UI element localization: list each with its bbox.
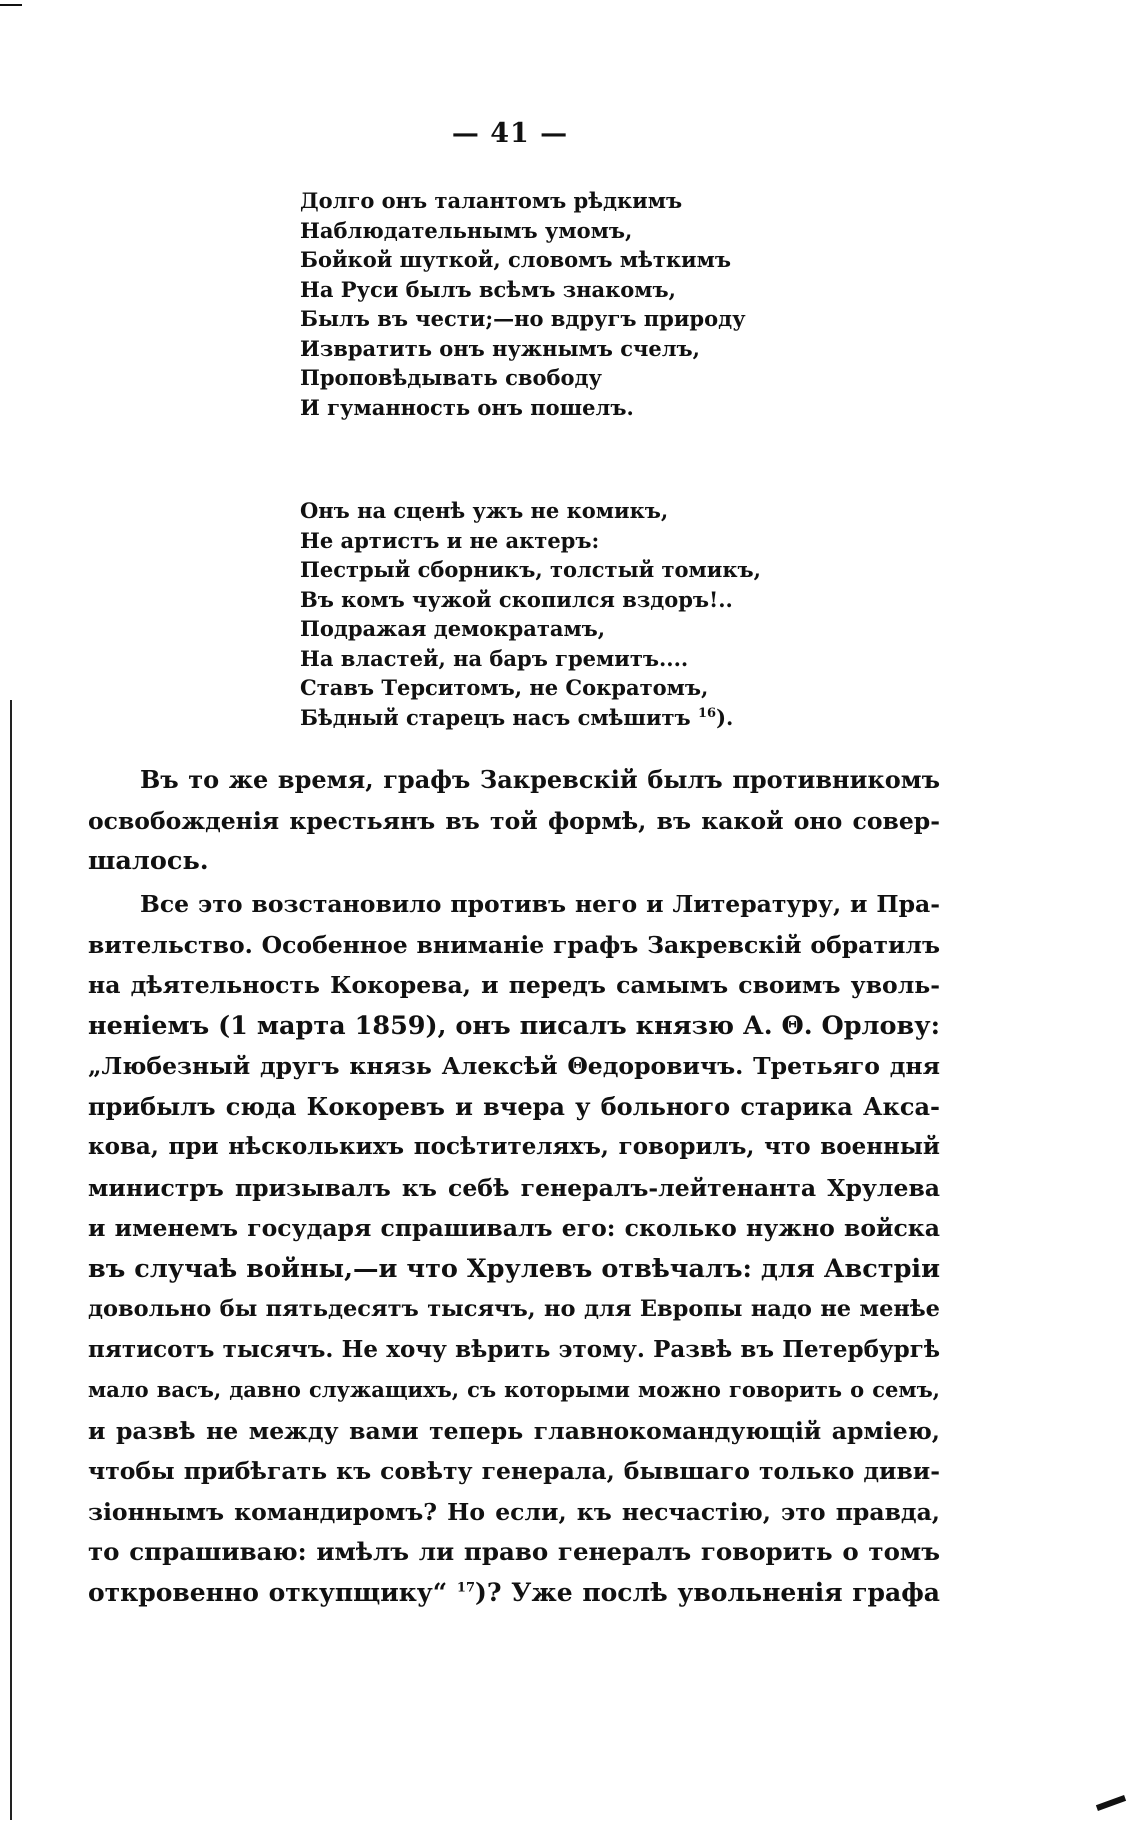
poem-line: Ставъ Терситомъ, не Сократомъ, bbox=[300, 675, 709, 700]
final-line-end: )? Уже послѣ увольненія графа bbox=[475, 1577, 940, 1607]
poem-line-closing: ). bbox=[716, 704, 734, 730]
poem-line: И гуманность онъ пошелъ. bbox=[300, 394, 634, 420]
scan-corner-mark bbox=[1096, 1795, 1126, 1811]
paragraph-line: Въ то же время, графъ Закревскій былъ противникомъ bbox=[140, 765, 940, 794]
paragraph-line: пятисотъ тысячъ. Не хочу вѣрить этому. Развѣ въ Петербургѣ bbox=[88, 1335, 940, 1363]
poem-line: Наблюдательнымъ умомъ, bbox=[300, 217, 633, 243]
scan-margin-line bbox=[10, 700, 12, 1820]
paragraph-line: на дѣятельность Кокорева, и передъ самымъ своимъ уволь- bbox=[88, 971, 940, 999]
poem-line-text: Бѣдный старецъ насъ смѣшитъ bbox=[300, 704, 691, 730]
poem-line: Не артистъ и не актеръ: bbox=[300, 527, 600, 553]
paragraph-line-with-footnote bbox=[88, 1573, 940, 1614]
poem-line: Пестрый сборникъ, толстый томикъ, bbox=[300, 557, 761, 582]
paragraph-line: кова, при нѣсколькихъ посѣтителяхъ, говорилъ, что военный bbox=[88, 1133, 940, 1160]
paragraph-line: неніемъ (1 марта 1859), онъ писалъ князю А. Θ. Орлову: bbox=[88, 1010, 940, 1041]
final-line-start: откровенно откупщику“ bbox=[88, 1577, 448, 1607]
paragraph-line: и развѣ не между вами теперь главнокомандующій арміею, bbox=[88, 1416, 940, 1445]
poem-line: Былъ въ чести;—но вдругъ природу bbox=[300, 306, 746, 331]
paragraph-line: шалось. bbox=[88, 846, 209, 876]
paragraph-line: довольно бы пятьдесятъ тысячъ, но для Европы надо не менѣе bbox=[88, 1296, 940, 1322]
footnote-marker-16: 16 bbox=[697, 705, 717, 721]
poem-line-with-footnote bbox=[300, 703, 860, 733]
paragraph-line: министръ призывалъ къ себѣ генералъ-лейтенанта Хрулева bbox=[88, 1173, 940, 1202]
paragraph-line: въ случаѣ войны,—и что Хрулевъ отвѣчалъ: для Австріи bbox=[88, 1253, 940, 1284]
page-number: — 41 — bbox=[451, 118, 569, 149]
poem-line: Подражая демократамъ, bbox=[300, 616, 606, 641]
paragraph-2 bbox=[88, 884, 940, 1613]
footnote-marker-17: 17 bbox=[456, 1580, 475, 1596]
poem-line: Извратить онъ нужнымъ счелъ, bbox=[300, 335, 700, 361]
poem-line: Бойкой шуткой, словомъ мѣткимъ bbox=[300, 247, 731, 272]
paragraph-line: прибылъ сюда Кокоревъ и вчера у больного старика Акса- bbox=[88, 1091, 940, 1121]
poem-line: Долго онъ талантомъ рѣдкимъ bbox=[300, 188, 683, 213]
paragraph-line: вительство. Особенное вниманіе графъ Закревскій обратилъ bbox=[88, 930, 940, 959]
poem-stanza-2 bbox=[300, 496, 860, 732]
poem-line: На Руси былъ всѣмъ знакомъ, bbox=[300, 276, 676, 302]
poem-line: На властей, на баръ гремитъ.... bbox=[300, 645, 689, 671]
paragraph-1 bbox=[88, 760, 940, 882]
paragraph-line: Все это возстановило противъ него и Литературу, и Пра- bbox=[140, 890, 940, 918]
poem-line: Проповѣдывать свободу bbox=[300, 365, 602, 390]
paragraph-line: и именемъ государя спрашивалъ его: сколько нужно войска bbox=[88, 1214, 940, 1242]
poem-line: Онъ на сценѣ ужъ не комикъ, bbox=[300, 498, 669, 523]
paragraph-line: освобожденія крестьянъ въ той формѣ, въ какой оно совер- bbox=[88, 806, 940, 835]
paragraph-line: зіоннымъ командиромъ? Но если, къ несчастію, это правда, bbox=[88, 1497, 940, 1526]
paragraph-line: мало васъ, давно служащихъ, съ которыми можно говорить о семъ, bbox=[88, 1377, 940, 1402]
paragraph-line: „Любезный другъ князь Алексѣй Θедоровичъ. Третьяго дня bbox=[88, 1052, 940, 1080]
scan-corner-mark bbox=[0, 4, 22, 6]
paragraph-line: то спрашиваю: имѣлъ ли право генералъ говорить о томъ bbox=[88, 1537, 940, 1566]
paragraph-line: чтобы прибѣгать къ совѣту генерала, бывшаго только диви- bbox=[88, 1457, 940, 1485]
poem-stanza-1 bbox=[300, 186, 860, 422]
poem-line: Въ комъ чужой скопился вздоръ!.. bbox=[300, 586, 733, 612]
